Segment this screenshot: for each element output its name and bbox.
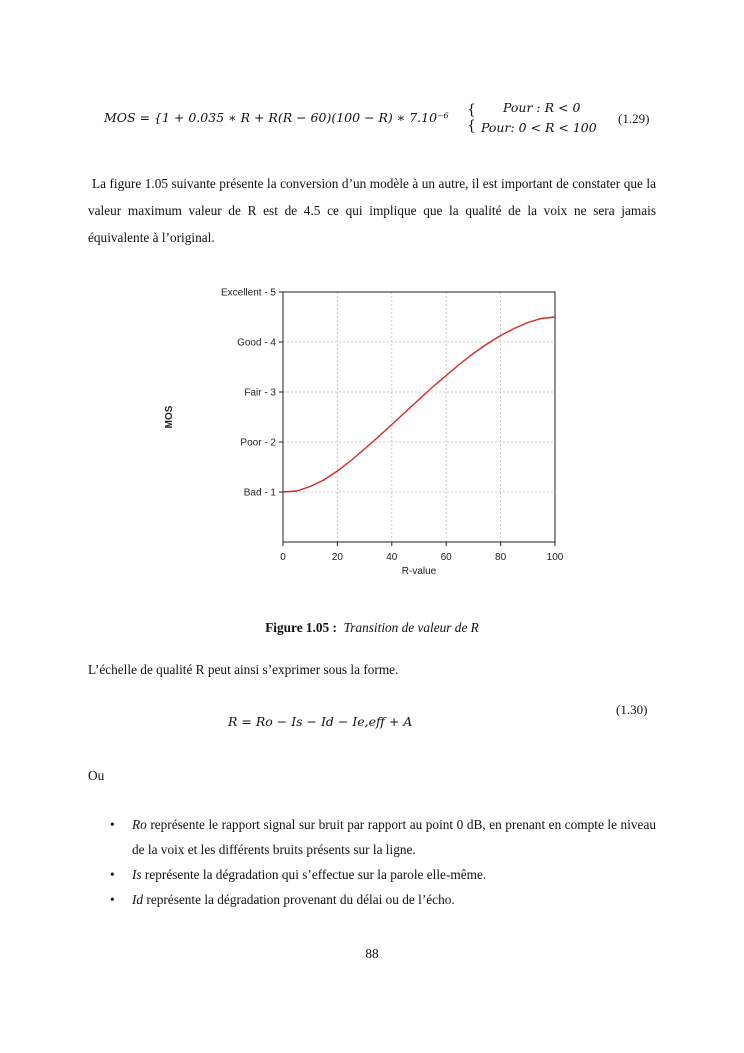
chart-grid [283,292,555,542]
list-item [88,887,656,912]
figure-caption-label: Figure 1.05 : [265,620,337,635]
y-tick-label: Poor - 2 [240,437,276,449]
x-tick-label: 20 [331,552,343,563]
x-tick-label: 40 [386,552,398,563]
equation-1-30: R = Ro − Is − Id − Ie,eff + A [228,714,413,729]
list-item-text: représente le rapport signal sur bruit par rapport au point 0 dB, en prenant en compte le niveau de la voix et les différents bruits présents sur la ligne. [132,817,656,857]
list-item-term: Id [132,892,144,907]
list-item [88,862,656,887]
figure-caption [0,620,744,636]
x-tick-label: 0 [280,552,286,563]
x-tick-label: 80 [495,552,507,563]
bullet-icon: • [110,817,115,832]
y-tick-label: Excellent - 5 [220,287,276,299]
chart-svg [160,280,580,580]
y-tick-label: Bad - 1 [243,487,276,499]
list-item-text: représente la dégradation qui s’effectue sur la parole elle-même. [141,867,487,882]
bullet-icon: • [110,867,115,882]
mos-curve-line [283,317,555,492]
list-item [88,812,656,862]
equation-cases [481,98,597,138]
y-tick-label: Fair - 3 [244,387,276,399]
figure-caption-text: Transition de valeur de R [343,620,479,635]
y-axis-label: MOS [164,405,175,429]
x-tick-label: 60 [440,552,452,563]
bullet-icon: • [110,892,115,907]
mos-r-value-chart [160,280,580,580]
y-tick-label: Good - 4 [237,337,276,349]
list-item-term: Is [132,867,142,882]
equation-1-29 [104,98,664,142]
paragraph-ou: Ou [88,768,105,783]
x-axis-label: R-value [401,566,437,577]
equation-case-2: Pour: 0 < R < 100 [481,120,597,135]
page-number: 88 [365,946,379,961]
paragraph-quality-scale: L’échelle de qualité R peut ainsi s’exprimer sous la forme. [88,662,399,677]
equation-number-1-30: (1.30) [616,702,648,717]
equation-main: MOS = {1 + 0.035 ∗ R + R(R − 60)(100 − R) ∗ 7.10⁻⁶ [104,110,449,125]
list-item-term: Ro [132,817,147,832]
definition-list [88,812,656,912]
list-item-text: représente la dégradation provenant du délai ou de l’écho. [143,892,455,907]
paragraph-figure-intro: La figure 1.05 suivante présente la conversion d’un modèle à un autre, il est important de constater que la valeur maximum valeur de R est de 4.5 ce qui implique que la qualité de la voix ne sera jamais équivalente à l’original. [88,176,656,245]
plot-frame [283,292,555,542]
cases-brace: { { [467,102,476,134]
equation-case-1: Pour : R < 0 [503,100,581,115]
equation-number-1-29: (1.29) [618,111,650,126]
x-tick-label: 100 [546,552,564,563]
